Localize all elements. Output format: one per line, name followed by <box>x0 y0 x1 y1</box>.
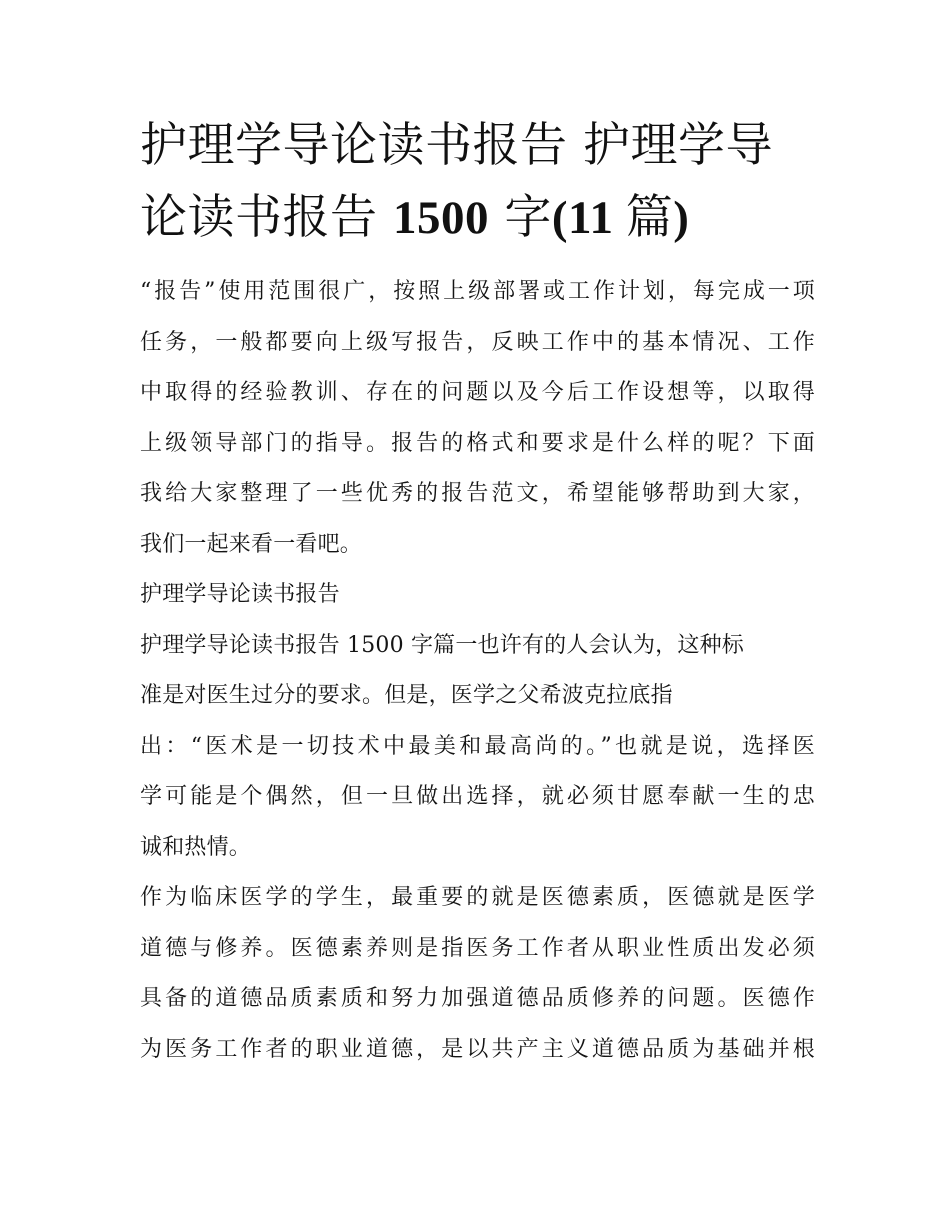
title-pian: 篇 <box>625 190 674 245</box>
body-line: 诚和热情。 <box>140 834 252 860</box>
section-heading: 护理学导论读书报告 <box>140 582 340 607</box>
title-line-2-prefix: 论读书报告 <box>140 190 393 245</box>
document-page <box>140 110 815 1075</box>
document-body <box>140 267 815 1075</box>
body-line: “报告”使用范围很广，按照上级部署或工作计划，每完成一项 <box>140 279 815 304</box>
body-line: 任务，一般都要向上级写报告，反映工作中的基本情况、工作 <box>140 329 815 355</box>
document-title <box>140 110 815 254</box>
body-line: 为医务工作者的职业道德，是以共产主义道德品质为基础并根 <box>140 1036 815 1062</box>
body-line: 我们一起来看一看吧。 <box>140 531 363 557</box>
body-line: 中取得的经验教训、存在的问题以及今后工作设想等，以取得 <box>140 380 815 405</box>
title-close: ) <box>673 192 690 244</box>
body-line: 准是对医生过分的要求。但是，医学之父希波克拉底指 <box>140 683 673 708</box>
title-line-1: 护理学导论读书报告 护理学导 <box>140 118 773 173</box>
title-paren: (11 <box>551 192 626 244</box>
body-line: 学可能是个偶然，但一旦做出选择，就必须甘愿奉献一生的忠 <box>140 784 815 809</box>
title-line-2-mid: 字 <box>488 190 552 245</box>
body-line: 具备的道德品质素质和努力加强道德品质修养的问题。医德作 <box>140 986 815 1011</box>
body-line: 我给大家整理了一些优秀的报告范文，希望能够帮助到大家， <box>140 481 815 506</box>
body-line: 出：“医术是一切技术中最美和最高尚的。”也就是说，选择医 <box>140 733 815 759</box>
body-line: 道德与修养。医德素养则是指医务工作者从职业性质出发必须 <box>140 935 815 961</box>
body-line: 护理学导论读书报告 1500 字篇一也许有的人会认为，这种标 <box>140 632 744 658</box>
body-line: 作为临床医学的学生，最重要的就是医德素质，医德就是医学 <box>140 885 815 910</box>
body-line: 上级领导部门的指导。报告的格式和要求是什么样的呢？下面 <box>140 430 815 456</box>
title-number: 1500 <box>392 192 489 244</box>
